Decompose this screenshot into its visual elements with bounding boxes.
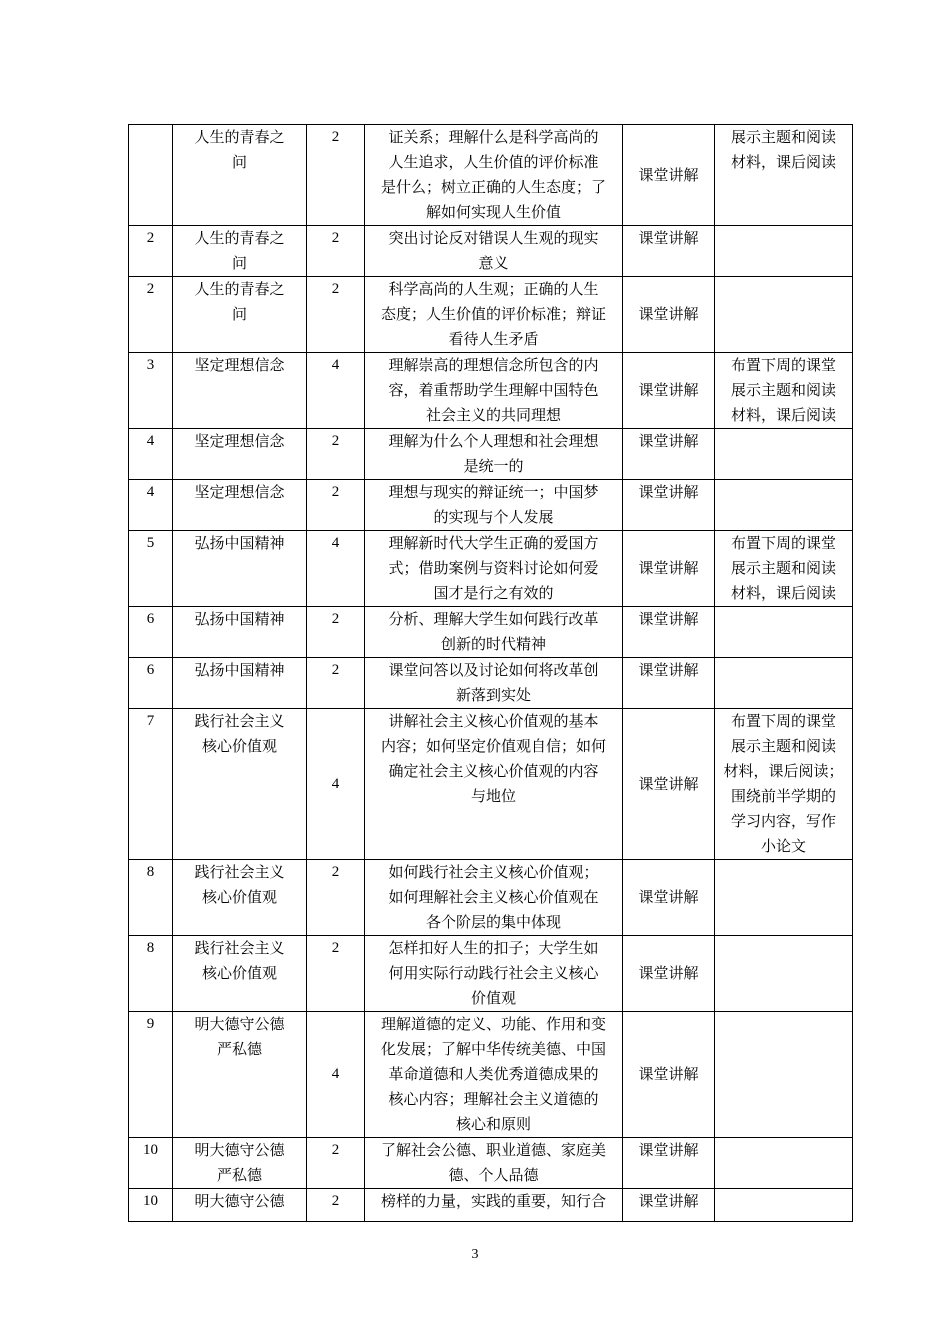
method-cell-text: 课堂讲解 xyxy=(638,1065,699,1083)
hours-cell xyxy=(307,353,365,429)
method-cell xyxy=(623,658,715,709)
homework-cell xyxy=(715,531,853,607)
homework-cell xyxy=(715,480,853,531)
method-cell-text: 课堂讲解 xyxy=(638,559,699,577)
table-row xyxy=(129,936,853,1012)
topic-cell xyxy=(173,429,307,480)
method-cell xyxy=(623,480,715,531)
hours-cell xyxy=(307,277,365,353)
content-cell xyxy=(365,709,623,860)
table-row xyxy=(129,607,853,658)
method-cell xyxy=(623,125,715,226)
content-cell xyxy=(365,480,623,531)
hours-cell xyxy=(307,125,365,226)
method-cell-text: 课堂讲解 xyxy=(638,483,699,501)
week-cell xyxy=(129,1138,173,1189)
hours-cell-text: 2 xyxy=(331,129,340,145)
week-cell xyxy=(129,607,173,658)
topic-cell-text: 践行社会主义 核心价值观 xyxy=(194,712,285,755)
week-cell xyxy=(129,125,173,226)
table-row xyxy=(129,353,853,429)
hours-cell-text: 4 xyxy=(331,1066,340,1082)
topic-cell xyxy=(173,226,307,277)
content-cell xyxy=(365,1012,623,1138)
hours-cell-text: 2 xyxy=(331,281,340,297)
content-cell xyxy=(365,1138,623,1189)
hours-cell-text: 2 xyxy=(331,230,340,246)
topic-cell-text: 弘扬中国精神 xyxy=(194,534,285,552)
hours-cell xyxy=(307,1012,365,1138)
hours-cell xyxy=(307,480,365,531)
homework-cell xyxy=(715,860,853,936)
topic-cell xyxy=(173,860,307,936)
homework-cell xyxy=(715,607,853,658)
method-cell xyxy=(623,429,715,480)
hours-cell-text: 2 xyxy=(331,662,340,678)
method-cell-text: 课堂讲解 xyxy=(638,888,699,906)
topic-cell-text: 践行社会主义 核心价值观 xyxy=(194,939,285,982)
hours-cell xyxy=(307,658,365,709)
page-number: 3 xyxy=(471,1247,479,1262)
homework-cell xyxy=(715,1012,853,1138)
content-cell-text: 突出讨论反对错误人生观的现实 意义 xyxy=(388,229,599,272)
content-cell-text: 怎样扣好人生的扣子；大学生如 何用实际行动践行社会主义核心 价值观 xyxy=(388,939,599,1007)
topic-cell-text: 明大德守公德 xyxy=(194,1192,285,1210)
method-cell-text: 课堂讲解 xyxy=(638,774,699,793)
table-row xyxy=(129,860,853,936)
method-cell-text: 课堂讲解 xyxy=(638,229,699,247)
homework-cell xyxy=(715,353,853,429)
content-cell xyxy=(365,1189,623,1222)
homework-cell xyxy=(715,125,853,226)
week-cell xyxy=(129,480,173,531)
week-cell-text: 10 xyxy=(143,1193,158,1209)
week-cell xyxy=(129,709,173,860)
homework-cell xyxy=(715,1138,853,1189)
table-row xyxy=(129,1012,853,1138)
content-cell xyxy=(365,531,623,607)
topic-cell xyxy=(173,125,307,226)
method-cell-text: 课堂讲解 xyxy=(638,661,699,679)
week-cell-text: 4 xyxy=(146,433,155,449)
topic-cell-text: 践行社会主义 核心价值观 xyxy=(194,863,285,906)
topic-cell-text: 坚定理想信念 xyxy=(194,356,285,374)
method-cell xyxy=(623,1138,715,1189)
hours-cell xyxy=(307,1189,365,1222)
method-cell xyxy=(623,1012,715,1138)
content-cell xyxy=(365,277,623,353)
method-cell-text: 课堂讲解 xyxy=(638,432,699,450)
topic-cell-text: 人生的青春之 问 xyxy=(194,229,285,272)
content-cell xyxy=(365,226,623,277)
hours-cell xyxy=(307,1138,365,1189)
content-cell xyxy=(365,125,623,226)
topic-cell xyxy=(173,353,307,429)
hours-cell xyxy=(307,936,365,1012)
content-cell-text: 了解社会公德、职业道德、家庭美 德、个人品德 xyxy=(380,1141,606,1184)
homework-cell xyxy=(715,658,853,709)
homework-cell xyxy=(715,936,853,1012)
hours-cell-text: 4 xyxy=(331,535,340,551)
table-row xyxy=(129,226,853,277)
hours-cell-text: 2 xyxy=(331,484,340,500)
content-cell xyxy=(365,429,623,480)
method-cell-text: 课堂讲解 xyxy=(638,1192,699,1210)
method-cell-text: 课堂讲解 xyxy=(638,381,699,399)
week-cell-text: 2 xyxy=(146,281,155,297)
topic-cell-text: 人生的青春之 问 xyxy=(194,128,285,171)
week-cell xyxy=(129,658,173,709)
topic-cell xyxy=(173,1138,307,1189)
hours-cell-text: 2 xyxy=(331,433,340,449)
method-cell xyxy=(623,353,715,429)
table-row xyxy=(129,277,853,353)
week-cell xyxy=(129,226,173,277)
week-cell xyxy=(129,1189,173,1222)
homework-cell xyxy=(715,226,853,277)
method-cell xyxy=(623,226,715,277)
hours-cell xyxy=(307,226,365,277)
topic-cell xyxy=(173,709,307,860)
content-cell-text: 讲解社会主义核心价值观的基本 内容；如何坚定价值观自信；如何 确定社会主义核心价值观的内容 与地位 xyxy=(380,712,606,805)
week-cell-text: 10 xyxy=(143,1142,158,1158)
table-row xyxy=(129,531,853,607)
method-cell xyxy=(623,709,715,860)
method-cell xyxy=(623,607,715,658)
content-cell-text: 理解新时代大学生正确的爱国方 式；借助案例与资料讨论如何爱 国才是行之有效的 xyxy=(388,534,599,602)
content-cell xyxy=(365,353,623,429)
hours-cell-text: 2 xyxy=(331,1142,340,1158)
topic-cell-text: 坚定理想信念 xyxy=(194,432,285,450)
week-cell xyxy=(129,1012,173,1138)
topic-cell xyxy=(173,1189,307,1222)
table-row xyxy=(129,1138,853,1189)
topic-cell-text: 人生的青春之 问 xyxy=(194,280,285,323)
topic-cell-text: 坚定理想信念 xyxy=(194,483,285,501)
topic-cell-text: 弘扬中国精神 xyxy=(194,661,285,679)
hours-cell xyxy=(307,531,365,607)
homework-cell xyxy=(715,429,853,480)
week-cell-text: 2 xyxy=(146,230,155,246)
content-cell-text: 榜样的力量，实践的重要，知行合 xyxy=(380,1192,606,1210)
content-cell-text: 理解为什么个人理想和社会理想 是统一的 xyxy=(388,432,599,475)
hours-cell xyxy=(307,429,365,480)
topic-cell xyxy=(173,277,307,353)
hours-cell-text: 2 xyxy=(331,940,340,956)
course-schedule-table xyxy=(128,124,853,1222)
content-cell xyxy=(365,658,623,709)
week-cell-text: 6 xyxy=(146,662,155,678)
content-cell-text: 理解崇高的理想信念所包含的内 容，着重帮助学生理解中国特色 社会主义的共同理想 xyxy=(388,356,599,424)
hours-cell-text: 4 xyxy=(331,775,340,792)
hours-cell-text: 2 xyxy=(331,864,340,880)
topic-cell xyxy=(173,480,307,531)
topic-cell-text: 弘扬中国精神 xyxy=(194,610,285,628)
week-cell-text: 8 xyxy=(146,864,155,880)
content-cell-text: 科学高尚的人生观；正确的人生 态度；人生价值的评价标准；辩证 看待人生矛盾 xyxy=(380,280,606,348)
content-cell-text: 分析、理解大学生如何践行改革 创新的时代精神 xyxy=(388,610,599,653)
homework-cell-text: 布置下周的课堂 展示主题和阅读 材料，课后阅读 xyxy=(730,534,836,602)
homework-cell xyxy=(715,1189,853,1222)
week-cell-text: 5 xyxy=(146,535,155,551)
method-cell-text: 课堂讲解 xyxy=(638,610,699,628)
week-cell-text: 4 xyxy=(146,484,155,500)
content-cell-text: 理解道德的定义、功能、作用和变 化发展；了解中华传统美德、中国 革命道德和人类优秀道德成果的 核心内容；理解社会主义道德的 核心和原则 xyxy=(380,1015,606,1133)
method-cell xyxy=(623,860,715,936)
week-cell xyxy=(129,936,173,1012)
hours-cell xyxy=(307,860,365,936)
content-cell-text: 课堂问答以及讨论如何将改革创 新落到实处 xyxy=(388,661,599,704)
homework-cell xyxy=(715,277,853,353)
table-row xyxy=(129,1189,853,1222)
week-cell xyxy=(129,277,173,353)
topic-cell-text: 明大德守公德 严私德 xyxy=(194,1141,285,1184)
hours-cell-text: 2 xyxy=(331,611,340,627)
document-page xyxy=(128,124,852,1222)
topic-cell xyxy=(173,607,307,658)
content-cell xyxy=(365,607,623,658)
homework-cell-text: 布置下周的课堂 展示主题和阅读 材料，课后阅读； 围绕前半学期的 学习内容，写作 小论文 xyxy=(723,712,844,855)
method-cell xyxy=(623,277,715,353)
homework-cell-text: 展示主题和阅读 材料，课后阅读 xyxy=(730,128,836,171)
method-cell-text: 课堂讲解 xyxy=(638,1141,699,1159)
week-cell xyxy=(129,531,173,607)
table-row xyxy=(129,125,853,226)
topic-cell xyxy=(173,531,307,607)
hours-cell-text: 4 xyxy=(331,357,340,373)
week-cell-text: 6 xyxy=(146,611,155,627)
table-row xyxy=(129,658,853,709)
week-cell xyxy=(129,353,173,429)
method-cell-text: 课堂讲解 xyxy=(638,305,699,323)
method-cell xyxy=(623,531,715,607)
week-cell-text: 8 xyxy=(146,940,155,956)
method-cell-text: 课堂讲解 xyxy=(638,964,699,982)
content-cell xyxy=(365,936,623,1012)
week-cell-text: 7 xyxy=(146,713,155,729)
week-cell-text: 3 xyxy=(146,357,155,373)
homework-cell-text: 布置下周的课堂 展示主题和阅读 材料，课后阅读 xyxy=(730,356,836,424)
week-cell xyxy=(129,429,173,480)
week-cell xyxy=(129,860,173,936)
schedule-body xyxy=(129,125,853,1222)
week-cell-text: 9 xyxy=(146,1016,155,1032)
topic-cell xyxy=(173,1012,307,1138)
content-cell-text: 证关系；理解什么是科学高尚的 人生追求，人生价值的评价标准 是什么；树立正确的人生态度；了 解如何实现人生价值 xyxy=(380,128,606,221)
topic-cell xyxy=(173,658,307,709)
table-row xyxy=(129,709,853,860)
topic-cell-text: 明大德守公德 严私德 xyxy=(194,1015,285,1058)
table-row xyxy=(129,480,853,531)
hours-cell xyxy=(307,709,365,860)
homework-cell xyxy=(715,709,853,860)
method-cell xyxy=(623,936,715,1012)
content-cell-text: 理想与现实的辩证统一；中国梦 的实现与个人发展 xyxy=(388,483,599,526)
content-cell xyxy=(365,860,623,936)
hours-cell-text: 2 xyxy=(331,1193,340,1209)
hours-cell xyxy=(307,607,365,658)
method-cell xyxy=(623,1189,715,1222)
table-row xyxy=(129,429,853,480)
content-cell-text: 如何践行社会主义核心价值观； 如何理解社会主义核心价值观在 各个阶层的集中体现 xyxy=(388,863,599,931)
method-cell-text: 课堂讲解 xyxy=(638,165,699,184)
topic-cell xyxy=(173,936,307,1012)
